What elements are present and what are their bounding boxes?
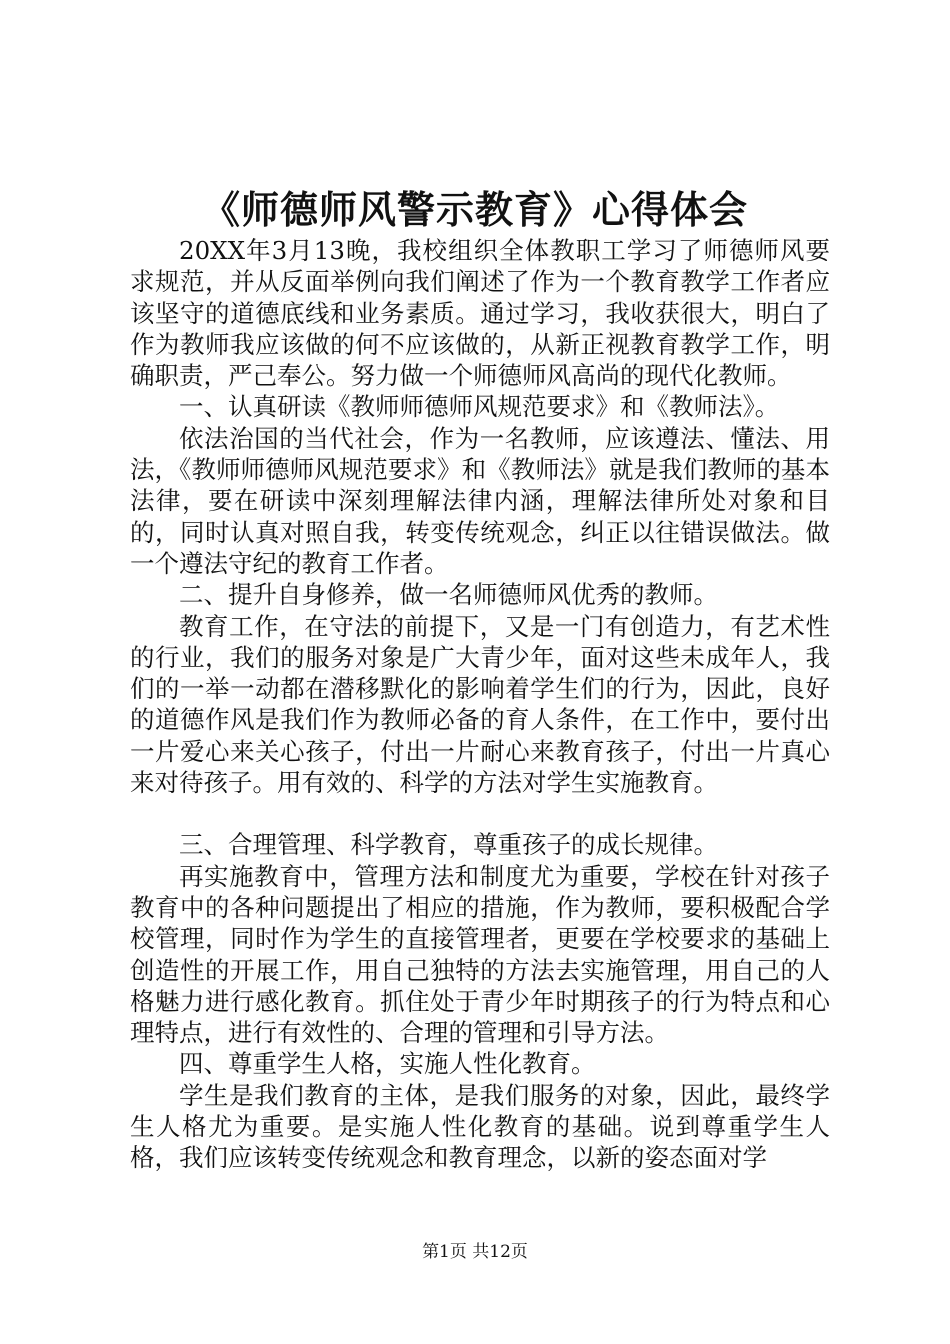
section-paragraph-2: 教育工作，在守法的前提下，又是一门有创造力，有艺术性的行业，我们的服务对象是广大青少年，面对这些未成年人，我们的一举一动都在潜移默化的影响着学生们的行为，因此，良好的道德作风是我们作为教师必备的育人条件，在工作中，要付出一片爱心来关心孩子，付出一片耐心来教育孩子，付出一片真心来对待孩子。用有效的、科学的方法对学生实施教育。 — [130, 611, 830, 798]
section-paragraph-1: 依法治国的当代社会，作为一名教师，应该遵法、懂法、用法，《教师师德师风规范要求》和《教师法》就是我们教师的基本法律，要在研读中深刻理解法律内涵，理解法律所处对象和目的，同时认真对照自我，转变传统观念，纠正以往错误做法。做一个遵法守纪的教育工作者。 — [130, 423, 830, 578]
document-title: 《师德师风警示教育》心得体会 — [201, 187, 748, 232]
section-paragraph-4: 学生是我们教育的主体，是我们服务的对象，因此，最终学生人格尤为重要。是实施人性化教育的基础。说到尊重学生人格，我们应该转变传统观念和教育理念，以新的姿态面对学 — [130, 1080, 830, 1173]
section-paragraph-3: 再实施教育中，管理方法和制度尤为重要，学校在针对孩子教育中的各种问题提出了相应的措施，作为教师，要积极配合学校管理，同时作为学生的直接管理者，更要在学校要求的基础上创造性的开展工作，用自己独特的方法去实施管理，用自己的人格魅力进行感化教育。抓住处于青少年时期孩子的行为特点和心理特点，进行有效性的、合理的管理和引导方法。 — [130, 861, 830, 1048]
section-heading-2: 二、提升自身修养，做一名师德师风优秀的教师。 — [179, 580, 718, 610]
document-body — [130, 235, 830, 1174]
section-heading-4: 四、尊重学生人格，实施人性化教育。 — [179, 1049, 596, 1079]
intro-paragraph: 20XX年3月13晚，我校组织全体教职工学习了师德师风要求规范，并从反面举例向我们阐述了作为一个教育教学工作者应该坚守的道德底线和业务素质。通过学习，我收获很大，明白了作为教师我应该做的何不应该做的，从新正视教育教学工作，明确职责，严己奉公。努力做一个师德师风高尚的现代化教师。 — [130, 236, 830, 391]
section-heading-3: 三、合理管理、科学教育，尊重孩子的成长规律。 — [179, 830, 718, 860]
page-footer: 第1页 共12页 — [422, 1242, 528, 1262]
section-heading-1: 一、认真研读《教师师德师风规范要求》和《教师法》。 — [179, 392, 780, 422]
